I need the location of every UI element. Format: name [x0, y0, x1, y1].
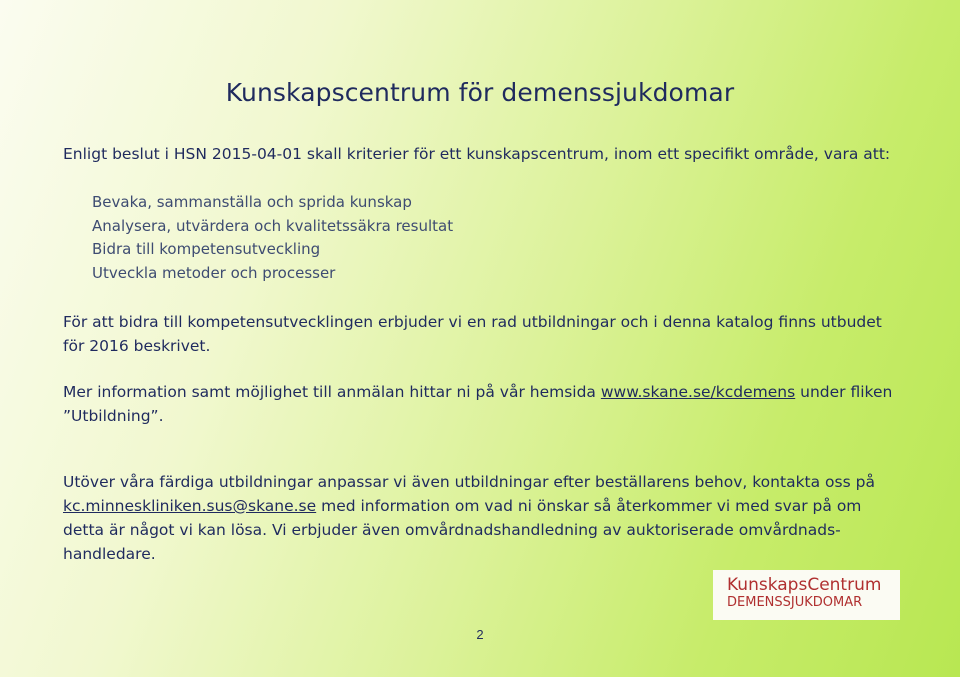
list-item: Utveckla metoder och processer: [92, 263, 336, 282]
paragraph-text: under fliken ”Utbildning”.: [63, 383, 893, 425]
page-number: 2: [476, 627, 484, 642]
page-title: Kunskapscentrum för demenssjukdomar: [225, 78, 735, 107]
list-item: Bidra till kompetensutveckling: [92, 240, 321, 258]
paragraph-text: Utöver våra färdiga utbildningar anpassar vi även utbildningar efter beställarens behov, kontakta oss på: [63, 473, 875, 491]
paragraph-text: med information om vad ni önskar så återkommer vi med svar på om detta är något vi kan lösa. Vi erbjuder även omvårdnadshandledning av auktoriserade omvårdnads-handledare.: [63, 497, 862, 563]
paragraph-website-info: [63, 380, 903, 428]
kunskapscentrum-logo: [713, 570, 900, 620]
list-item: Bevaka, sammanställa och sprida kunskap: [92, 193, 412, 211]
paragraph-text: Mer information samt möjlighet till anmälan hittar ni på vår hemsida: [63, 383, 601, 401]
list-item: Analysera, utvärdera och kvalitetssäkra resultat: [92, 216, 454, 235]
paragraph-training-catalog: För att bidra till kompetensutvecklingen erbjuder vi en rad utbildningar och i denna katalog finns utbudet för 2016 beskrivet.: [63, 313, 882, 355]
logo-line-1: KunskapsCentrum: [727, 575, 882, 595]
paragraph-contact-info: [63, 470, 903, 566]
email-link[interactable]: kc.minneskliniken.sus@skane.se: [63, 497, 317, 515]
website-link[interactable]: www.skane.se/kcdemens: [600, 383, 796, 401]
criteria-list: [92, 191, 453, 285]
logo-line-2: DEMENSSJUKDOMAR: [727, 595, 863, 610]
intro-text: Enligt beslut i HSN 2015-04-01 skall kriterier för ett kunskapscentrum, inom ett specifikt område, vara att:: [63, 145, 891, 163]
